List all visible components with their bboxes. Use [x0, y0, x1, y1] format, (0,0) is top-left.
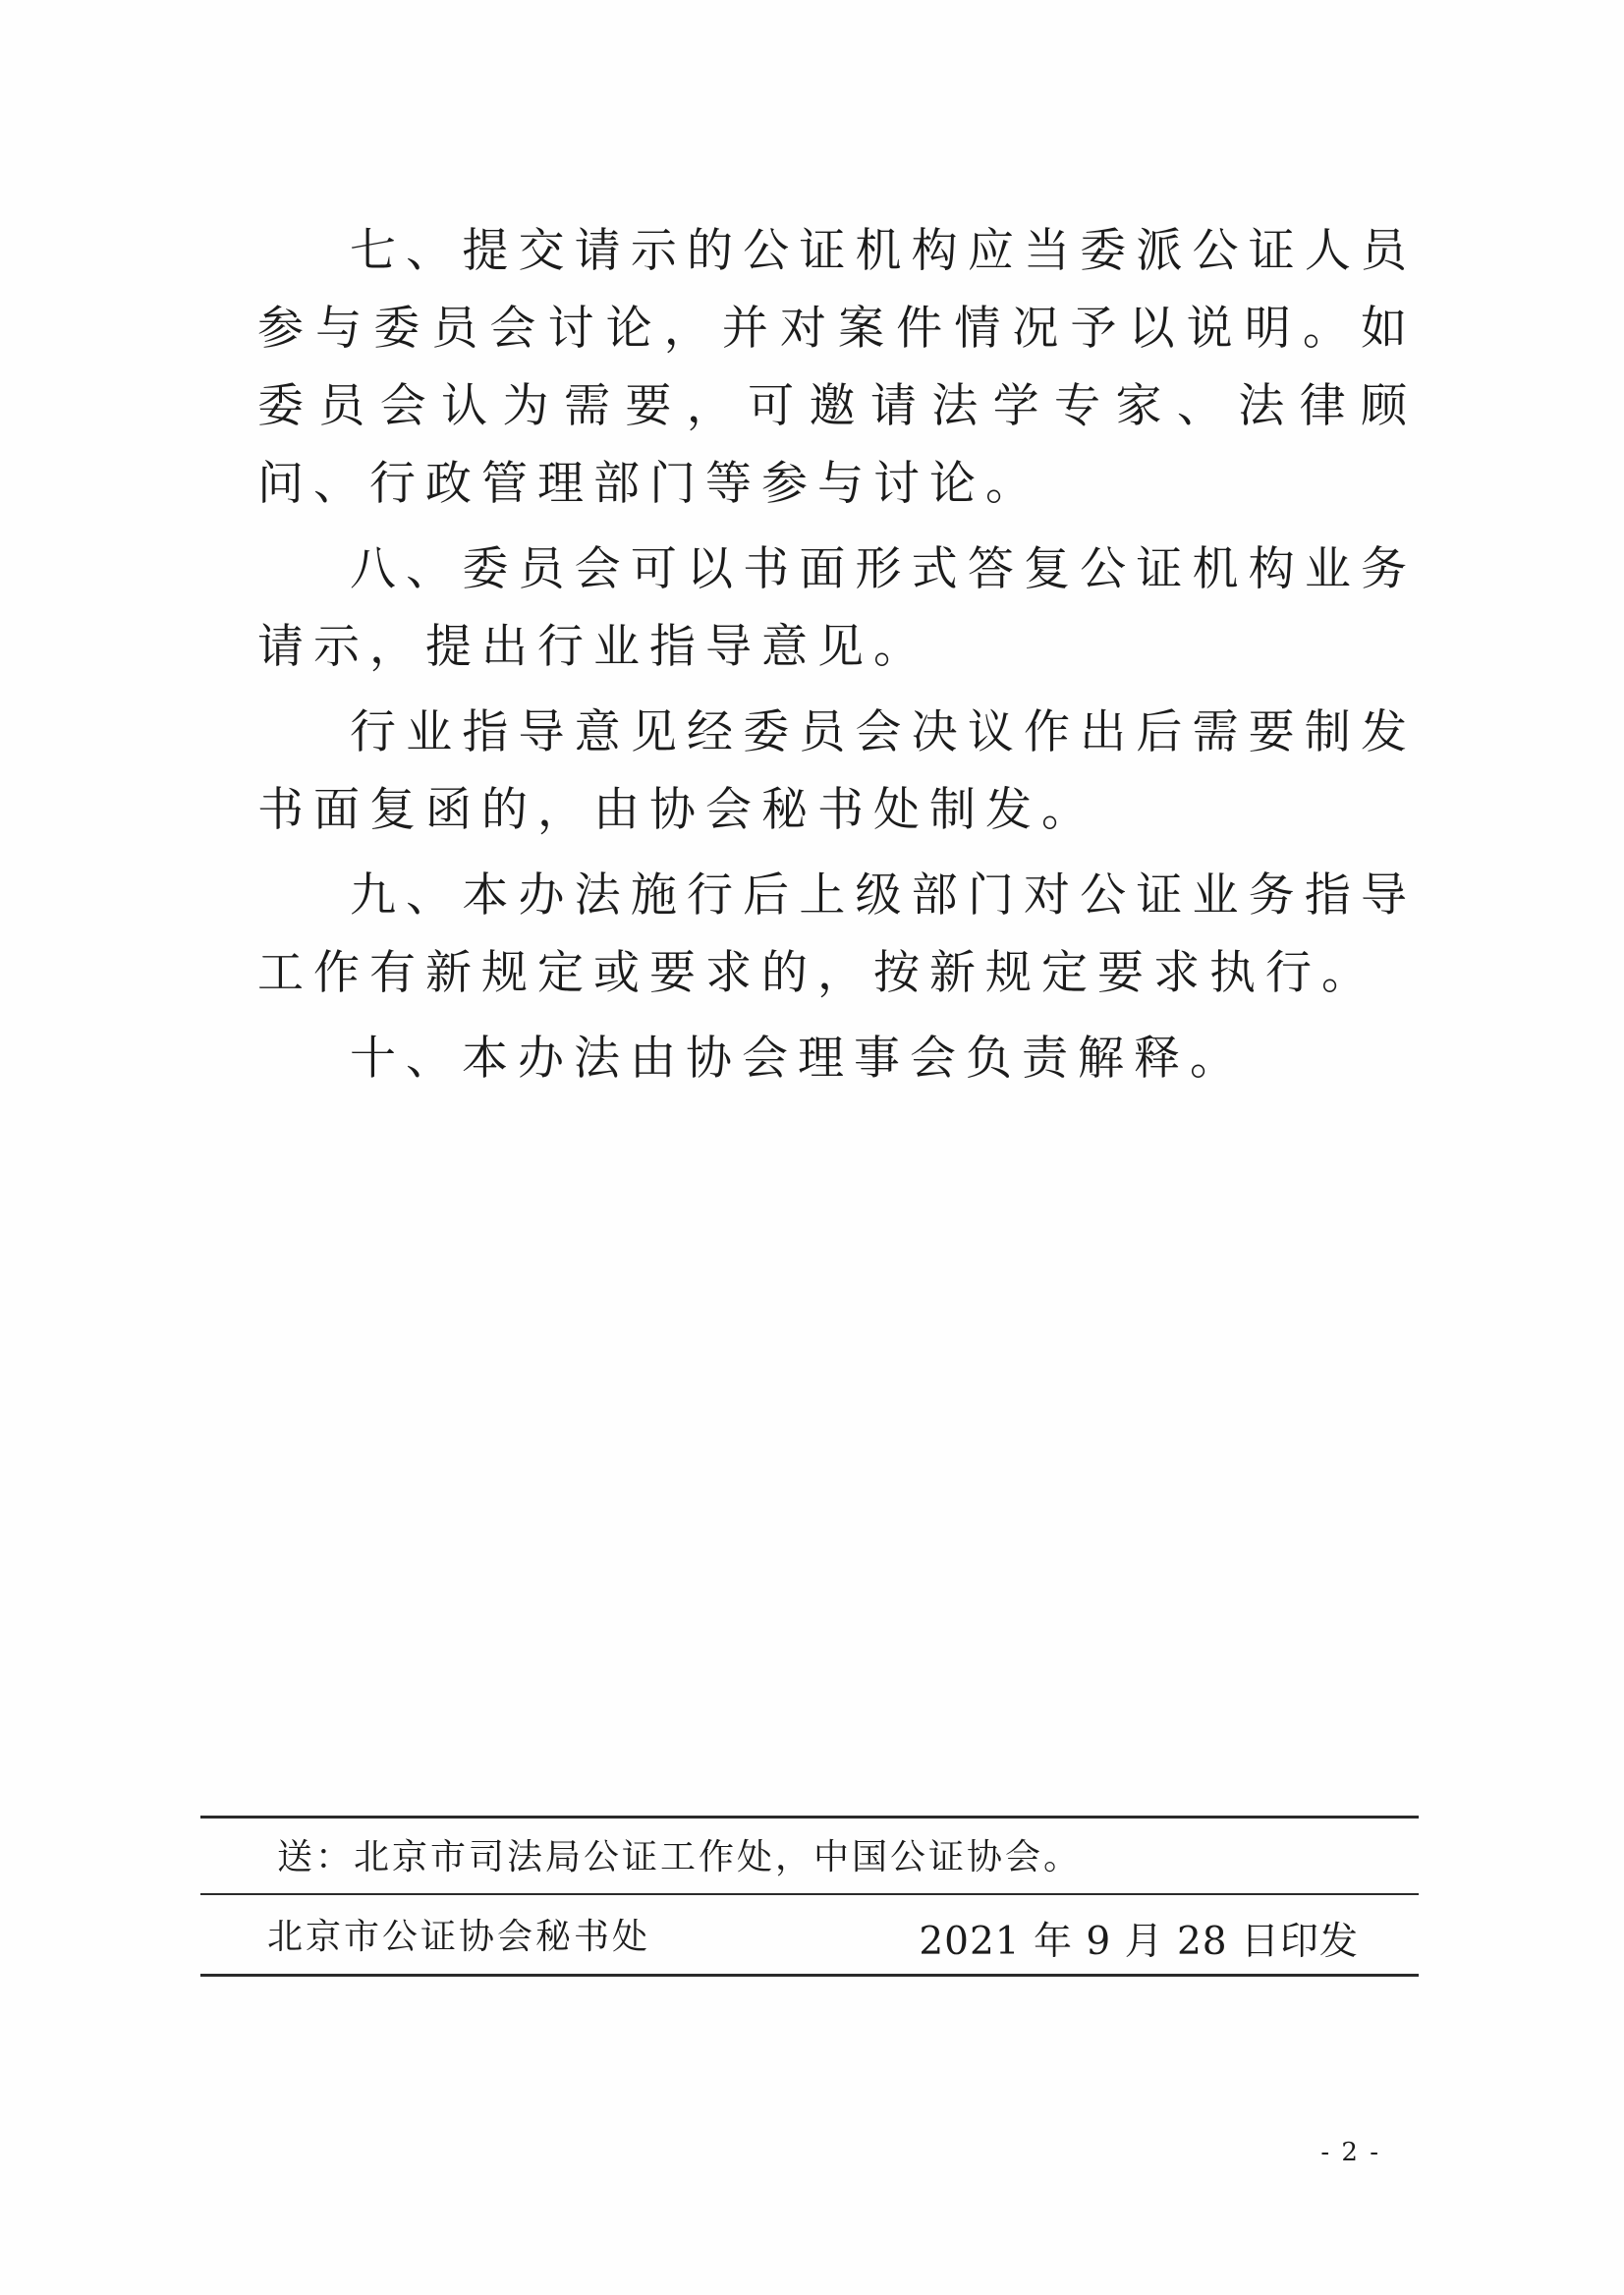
issue-date: 2021 年 9 月 28 日印发 — [919, 1920, 1359, 1964]
issuing-office: 北京市公证协会秘书处 — [267, 1917, 651, 1957]
footer-top-rule — [200, 1816, 1419, 1819]
paragraph-article-8: 八、委员会可以书面形式答复公证机构业务请示，提出行业指导意见。 — [257, 542, 1417, 674]
footer-bottom-rule — [200, 1974, 1419, 1977]
paragraph-article-8-note: 行业指导意见经委员会决议作出后需要制发书面复函的，由协会秘书处制发。 — [257, 705, 1417, 837]
footer-middle-rule — [200, 1893, 1419, 1895]
document-body — [257, 212, 1417, 1105]
paragraph-article-7: 七、提交请示的公证机构应当委派公证人员参与委员会讨论，并对案件情况予以说明。如委员会认为需要，可邀请法学专家、法律顾问、行政管理部门等参与讨论。 — [257, 224, 1417, 511]
paragraph-article-9: 九、本办法施行后上级部门对公证业务指导工作有新规定或要求的，按新规定要求执行。 — [257, 868, 1417, 1000]
cc-recipients: 送：北京市司法局公证工作处，中国公证协会。 — [277, 1837, 1083, 1877]
page-number: - 2 - — [1320, 2138, 1380, 2167]
paragraph-article-10: 十、本办法由协会理事会负责解释。 — [350, 1032, 1246, 1086]
